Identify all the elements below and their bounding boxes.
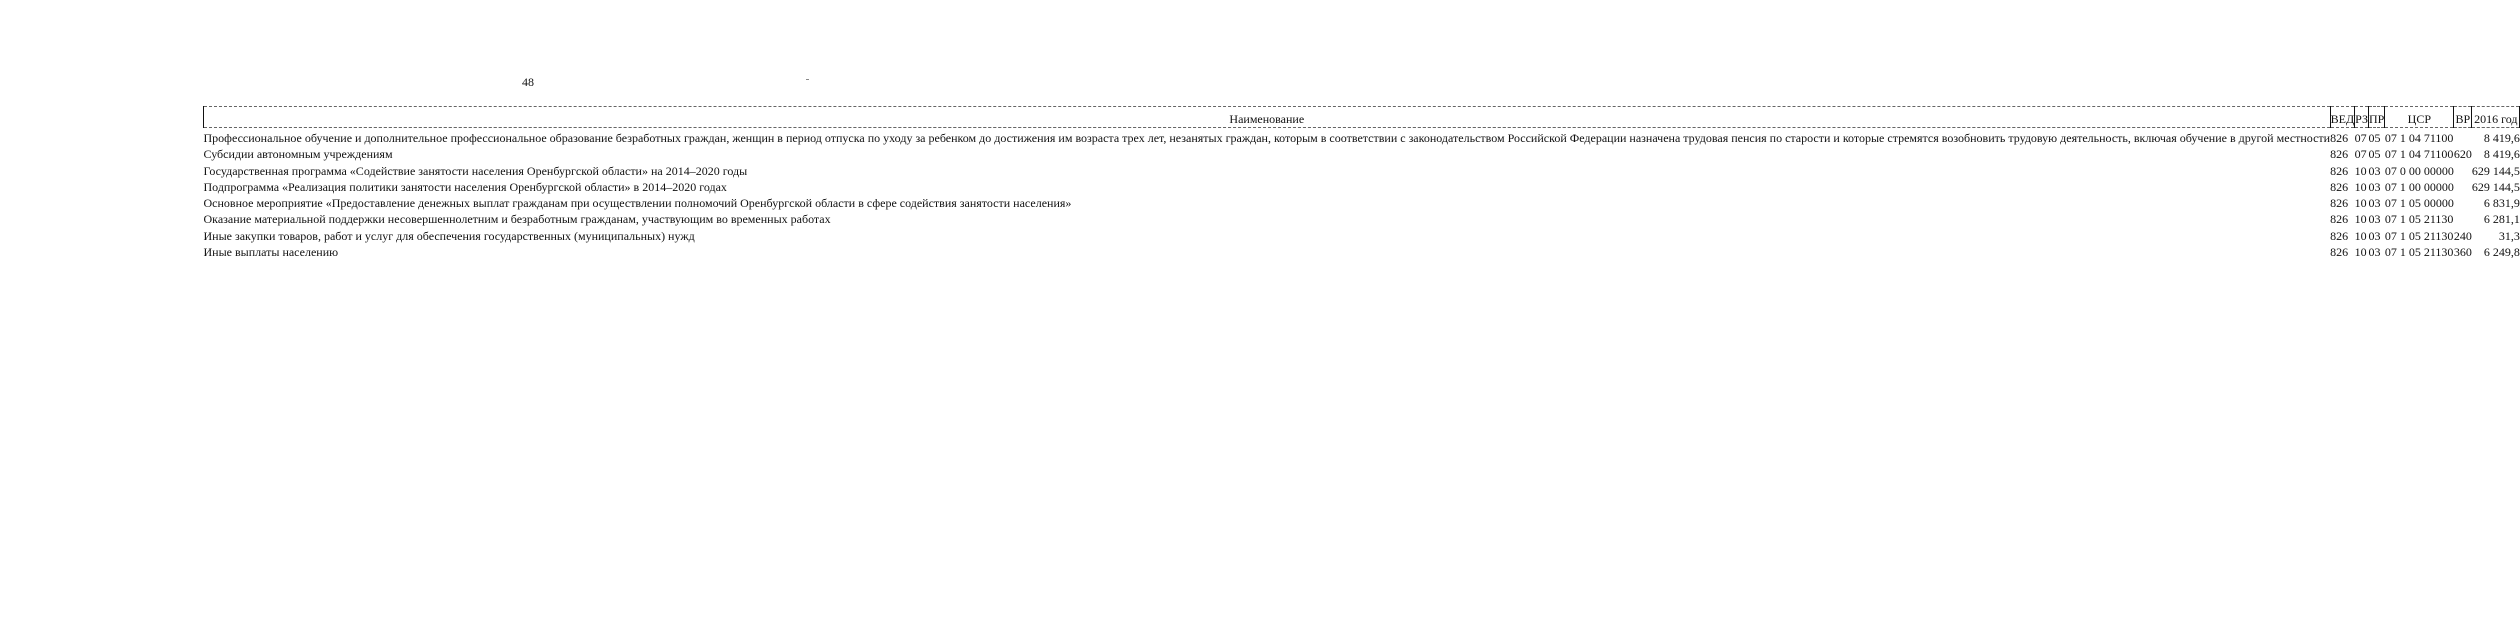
row-amount-2016: 629 144,5 (2471, 163, 2520, 178)
row-csr: 07 1 05 00000 (2384, 196, 2454, 211)
row-rz: 10 (2354, 163, 2367, 178)
row-name: Оказание материальной поддержки несовершеннолетним и безработным гражданам, участвующим во временных работах (203, 212, 831, 227)
header-pr: ПР (2368, 107, 2384, 128)
page-number: 48 (522, 75, 534, 89)
header-year-2016: 2016 год (2472, 107, 2520, 128)
row-name: Субсидии автономным учреждениям (203, 147, 393, 162)
row-pr: 03 (2368, 228, 2381, 243)
row-rz: 07 (2354, 147, 2367, 162)
row-csr: 07 1 05 21130 (2384, 245, 2454, 260)
row-pr: 03 (2368, 196, 2381, 211)
row-name: Профессиональное обучение и дополнительное профессиональное образование безработных граждан, женщин в период отпуска по уходу за ребенком до достижения им возраста трех лет, незанятых граждан, которым в соответствии с законодательством Российской Федерации назначена трудовая пенсия по старости и которые стремятся возобновить трудовую деятельность, включая обучение в другой местности (203, 131, 2331, 145)
table-row (204, 228, 2520, 244)
row-name: Подпрограмма «Реализация политики занятости населения Оренбургской области» в 2014–2020 годах (203, 179, 727, 194)
row-vr: 360 (2453, 245, 2472, 260)
row-amount-2016: 6 281,1 (2483, 212, 2520, 227)
row-name: Иные закупки товаров, работ и услуг для обеспечения государственных (муниципальных) нужд (203, 228, 695, 243)
row-pr: 03 (2368, 163, 2381, 178)
table-row (204, 195, 2520, 211)
row-ved: 826 (2330, 179, 2349, 194)
row-vr (2454, 128, 2472, 147)
row-pr: 05 (2368, 147, 2381, 162)
row-pr: 03 (2368, 245, 2381, 260)
row-ved: 826 (2330, 245, 2349, 260)
row-name: Государственная программа «Содействие занятости населения Оренбургской области» на 2014–2020 годы (203, 163, 748, 178)
row-ved: 826 (2330, 228, 2349, 243)
row-amount-2016: 8 419,6 (2483, 131, 2520, 145)
row-vr (2454, 211, 2472, 227)
budget-table (203, 106, 2520, 260)
table-row (204, 211, 2520, 227)
row-csr: 07 1 05 21130 (2384, 228, 2454, 243)
header-csr: ЦСР (2385, 107, 2454, 128)
row-csr: 07 1 05 21130 (2384, 212, 2454, 227)
row-vr (2454, 163, 2472, 179)
table-row (204, 146, 2520, 162)
row-csr: 07 1 04 71100 (2384, 147, 2454, 162)
row-rz: 10 (2354, 228, 2367, 243)
row-csr: 07 1 00 00000 (2384, 179, 2454, 194)
table-row (204, 163, 2520, 179)
row-rz: 07 (2354, 131, 2367, 145)
row-name: Основное мероприятие «Предоставление денежных выплат гражданам при осуществлении полномочий Оренбургской области в сфере содействия занятости населения» (203, 196, 1072, 211)
row-ved: 826 (2330, 212, 2349, 227)
row-pr: 03 (2368, 212, 2381, 227)
header-vr: ВР (2454, 107, 2472, 128)
row-rz: 10 (2354, 196, 2367, 211)
row-amount-2016: 31,3 (2498, 228, 2520, 243)
scan-speck (806, 79, 809, 80)
row-vr (2454, 179, 2472, 195)
row-amount-2016: 629 144,5 (2471, 179, 2520, 194)
row-rz: 10 (2354, 245, 2367, 260)
row-vr: 620 (2453, 147, 2472, 162)
header-name: Наименование (204, 107, 2331, 128)
table-row (204, 244, 2520, 260)
row-ved: 826 (2330, 163, 2349, 178)
row-vr (2454, 195, 2472, 211)
row-amount-2016: 6 831,9 (2483, 196, 2520, 211)
table-row (204, 128, 2520, 147)
row-rz: 10 (2354, 212, 2367, 227)
row-csr: 07 0 00 00000 (2384, 163, 2454, 178)
row-amount-2016: 8 419,6 (2483, 147, 2520, 162)
row-csr: 07 1 04 71100 (2384, 131, 2454, 145)
table-row (204, 179, 2520, 195)
row-vr: 240 (2453, 228, 2472, 243)
table-header-row (204, 107, 2520, 128)
header-rz: РЗ (2355, 107, 2369, 128)
row-name: Иные выплаты населению (203, 245, 339, 260)
row-rz: 10 (2354, 179, 2367, 194)
header-ved: ВЕД (2330, 107, 2355, 128)
row-ved: 826 (2330, 131, 2349, 145)
row-ved: 826 (2330, 196, 2349, 211)
row-ved: 826 (2330, 147, 2349, 162)
row-amount-2016: 6 249,8 (2483, 245, 2520, 260)
row-pr: 03 (2368, 179, 2381, 194)
row-pr: 05 (2368, 131, 2381, 145)
